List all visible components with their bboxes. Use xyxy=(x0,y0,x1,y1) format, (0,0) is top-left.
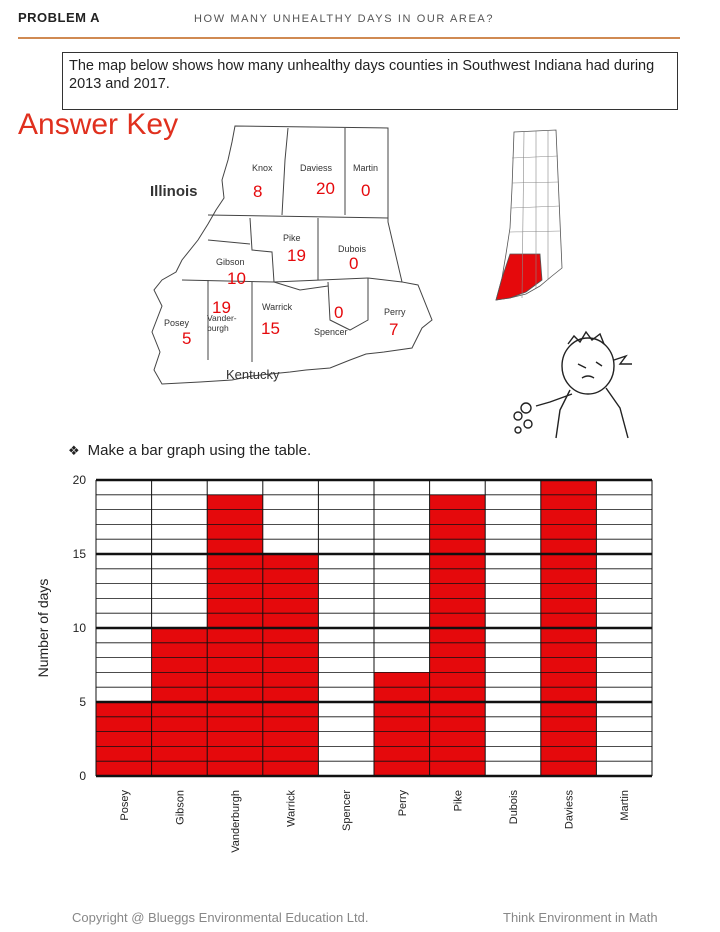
county-name-martin: Martin xyxy=(353,163,379,173)
copyright-footer: Copyright @ Blueggs Environmental Education Ltd. xyxy=(72,910,369,925)
county-value-warrick: 15 xyxy=(261,319,280,338)
x-tick-label-gibson: Gibson xyxy=(174,790,187,825)
x-tick-label-pike: Pike xyxy=(452,790,465,812)
x-tick-label-dubois: Dubois xyxy=(508,790,520,825)
county-value-martin: 0 xyxy=(361,181,371,200)
county-value-perry: 7 xyxy=(389,320,399,339)
county-name-gibson: Gibson xyxy=(216,257,245,267)
x-tick-label-daviess: Daviess xyxy=(563,790,576,830)
bar-chart xyxy=(0,462,720,882)
county-value-knox: 8 xyxy=(253,182,263,201)
y-tick-label: 10 xyxy=(72,621,86,635)
instruction-text: Make a bar graph using the table. xyxy=(87,442,312,459)
bar-posey xyxy=(96,702,152,776)
county-value-daviess: 20 xyxy=(316,179,335,198)
county-map-drawing xyxy=(140,120,440,390)
county-value-pike: 19 xyxy=(287,246,306,265)
bar-pike xyxy=(430,495,486,776)
diamond-bullet-icon: ❖ xyxy=(68,443,80,458)
x-tick-label-warrick: Warrick xyxy=(285,790,298,827)
problem-label: PROBLEM A xyxy=(18,10,101,25)
page-title: HOW MANY UNHEALTHY DAYS IN OUR AREA? xyxy=(194,13,495,25)
coughing-kid-illustration xyxy=(510,330,660,442)
instruction-line xyxy=(68,442,311,459)
southwest-indiana-highlight xyxy=(496,254,542,300)
x-tick-label-martin: Martin xyxy=(619,790,632,821)
y-axis-label: Number of days xyxy=(35,578,51,678)
county-name-pike: Pike xyxy=(283,233,301,243)
y-tick-label: 5 xyxy=(79,695,86,709)
x-tick-label-perry: Perry xyxy=(396,790,409,817)
county-value-vanderburgh: 19 xyxy=(212,298,231,317)
x-tick-label-posey: Posey xyxy=(118,790,131,821)
x-tick-label-spencer: Spencer xyxy=(341,790,354,831)
bar-vanderburgh xyxy=(207,495,263,776)
bar-warrick xyxy=(263,554,319,776)
county-name-vanderburgh: Vander-burgh xyxy=(207,313,237,333)
county-value-posey: 5 xyxy=(182,329,192,348)
series-footer: Think Environment in Math xyxy=(503,910,658,925)
header-divider xyxy=(18,37,680,39)
coughing-kid-drawing xyxy=(510,330,660,442)
county-name-perry: Perry xyxy=(384,307,406,317)
x-tick-label-vanderburgh: Vanderburgh xyxy=(230,790,242,853)
answer-key-label: Answer Key xyxy=(18,108,179,141)
y-tick-label: 15 xyxy=(72,547,86,561)
county-name-dubois: Dubois xyxy=(338,244,367,254)
county-name-daviess: Daviess xyxy=(300,163,333,173)
county-name-warrick: Warrick xyxy=(262,302,293,312)
y-tick-label: 0 xyxy=(79,769,86,783)
intro-text: The map below shows how many unhealthy days counties in Southwest Indiana had during 2013 and 2017. xyxy=(62,52,678,110)
county-value-dubois: 0 xyxy=(349,254,359,273)
bar-chart-svg xyxy=(0,462,720,882)
county-name-knox: Knox xyxy=(252,163,273,173)
illinois-label: Illinois xyxy=(150,183,198,200)
y-tick-label: 20 xyxy=(72,473,86,487)
county-name-posey: Posey xyxy=(164,318,190,328)
kentucky-label: Kentucky xyxy=(226,367,280,382)
county-value-gibson: 10 xyxy=(227,269,246,288)
county-value-spencer: 0 xyxy=(334,303,344,322)
county-name-spencer: Spencer xyxy=(314,327,348,337)
indiana-outline xyxy=(490,128,570,308)
bar-perry xyxy=(374,672,430,776)
county-map xyxy=(140,120,440,390)
indiana-locator-map xyxy=(490,128,570,308)
